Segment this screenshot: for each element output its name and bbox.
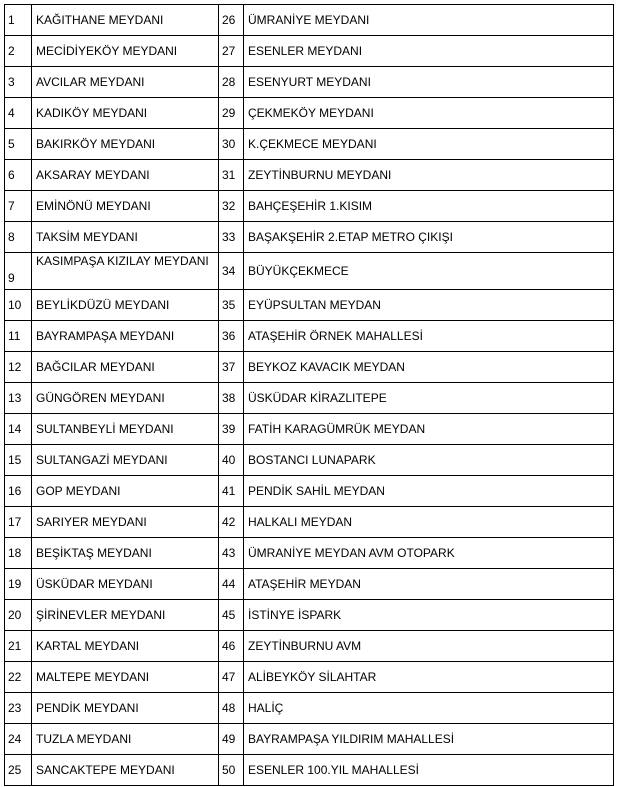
row-number-right: 47	[219, 662, 244, 693]
row-number-left: 2	[5, 36, 32, 67]
row-number-left: 17	[5, 507, 32, 538]
location-name-left: BAKIRKÖY MEYDANI	[32, 129, 219, 160]
location-name-right: ÜSKÜDAR KİRAZLITEPE	[244, 383, 614, 414]
row-number-right: 26	[219, 5, 244, 36]
row-number-left: 11	[5, 321, 32, 352]
row-number-left: 22	[5, 662, 32, 693]
row-number-left: 3	[5, 67, 32, 98]
table-row	[5, 476, 614, 507]
location-name-left: BAĞCILAR MEYDANI	[32, 352, 219, 383]
location-name-right: BOSTANCI LUNAPARK	[244, 445, 614, 476]
table-row	[5, 191, 614, 222]
location-name-right: BAYRAMPAŞA YILDIRIM MAHALLESİ	[244, 724, 614, 755]
location-name-left: SARIYER MEYDANI	[32, 507, 219, 538]
table-row	[5, 538, 614, 569]
location-name-right: ATAŞEHİR ÖRNEK MAHALLESİ	[244, 321, 614, 352]
row-number-right: 38	[219, 383, 244, 414]
row-number-right: 49	[219, 724, 244, 755]
row-number-left: 15	[5, 445, 32, 476]
table-row	[5, 631, 614, 662]
table-row	[5, 507, 614, 538]
location-name-left: MECİDİYEKÖY MEYDANI	[32, 36, 219, 67]
location-name-right: BAHÇEŞEHİR 1.KISIM	[244, 191, 614, 222]
row-number-right: 36	[219, 321, 244, 352]
row-number-right: 27	[219, 36, 244, 67]
location-name-left: BEŞİKTAŞ MEYDANI	[32, 538, 219, 569]
location-name-right: PENDİK SAHİL MEYDAN	[244, 476, 614, 507]
location-name-left: KADIKÖY MEYDANI	[32, 98, 219, 129]
locations-table	[4, 4, 614, 786]
location-name-left: TUZLA MEYDANI	[32, 724, 219, 755]
location-name-left: PENDİK MEYDANI	[32, 693, 219, 724]
table-row	[5, 445, 614, 476]
location-name-left: SULTANGAZİ MEYDANI	[32, 445, 219, 476]
row-number-right: 41	[219, 476, 244, 507]
table-row	[5, 36, 614, 67]
row-number-right: 34	[219, 253, 244, 290]
row-number-left: 12	[5, 352, 32, 383]
location-name-right: ÜMRANİYE MEYDAN AVM OTOPARK	[244, 538, 614, 569]
row-number-left: 18	[5, 538, 32, 569]
row-number-left: 1	[5, 5, 32, 36]
table-row	[5, 290, 614, 321]
row-number-left: 10	[5, 290, 32, 321]
row-number-left: 19	[5, 569, 32, 600]
row-number-right: 48	[219, 693, 244, 724]
table-body	[5, 5, 614, 786]
location-name-left: MALTEPE MEYDANI	[32, 662, 219, 693]
location-name-right: BAŞAKŞEHİR 2.ETAP METRO ÇIKIŞI	[244, 222, 614, 253]
location-name-left: ÜSKÜDAR MEYDANI	[32, 569, 219, 600]
location-name-right: ZEYTİNBURNU AVM	[244, 631, 614, 662]
table-row	[5, 755, 614, 786]
location-name-left: SANCAKTEPE MEYDANI	[32, 755, 219, 786]
table-row	[5, 414, 614, 445]
row-number-right: 31	[219, 160, 244, 191]
location-name-left: TAKSİM MEYDANI	[32, 222, 219, 253]
location-name-right: ESENLER MEYDANI	[244, 36, 614, 67]
row-number-left: 14	[5, 414, 32, 445]
row-number-right: 46	[219, 631, 244, 662]
location-name-left: BEYLİKDÜZÜ MEYDANI	[32, 290, 219, 321]
location-name-right: BÜYÜKÇEKMECE	[244, 253, 614, 290]
table-row	[5, 352, 614, 383]
location-name-right: BEYKOZ KAVACIK MEYDAN	[244, 352, 614, 383]
row-number-right: 37	[219, 352, 244, 383]
location-name-right: K.ÇEKMECE MEYDANI	[244, 129, 614, 160]
row-number-right: 32	[219, 191, 244, 222]
row-number-right: 29	[219, 98, 244, 129]
row-number-right: 43	[219, 538, 244, 569]
table-row	[5, 129, 614, 160]
table-row	[5, 253, 614, 290]
row-number-right: 50	[219, 755, 244, 786]
location-name-right: ATAŞEHİR MEYDAN	[244, 569, 614, 600]
location-name-right: İSTİNYE İSPARK	[244, 600, 614, 631]
location-name-right: HALKALI MEYDAN	[244, 507, 614, 538]
location-name-right: ALİBEYKÖY SİLAHTAR	[244, 662, 614, 693]
row-number-left: 9	[5, 253, 32, 290]
location-name-right: EYÜPSULTAN MEYDAN	[244, 290, 614, 321]
row-number-right: 39	[219, 414, 244, 445]
table-row	[5, 662, 614, 693]
row-number-left: 16	[5, 476, 32, 507]
row-number-right: 45	[219, 600, 244, 631]
row-number-right: 30	[219, 129, 244, 160]
location-name-left: GOP MEYDANI	[32, 476, 219, 507]
row-number-left: 24	[5, 724, 32, 755]
location-name-left: SULTANBEYLİ MEYDANI	[32, 414, 219, 445]
location-name-left: AKSARAY MEYDANI	[32, 160, 219, 191]
table-row	[5, 693, 614, 724]
table-row	[5, 98, 614, 129]
location-name-right: ÜMRANİYE MEYDANI	[244, 5, 614, 36]
table-row	[5, 5, 614, 36]
location-name-left: AVCILAR MEYDANI	[32, 67, 219, 98]
table-row	[5, 67, 614, 98]
table-row	[5, 600, 614, 631]
location-name-right: ZEYTİNBURNU MEYDANI	[244, 160, 614, 191]
row-number-right: 35	[219, 290, 244, 321]
location-name-right: ESENLER 100.YIL MAHALLESİ	[244, 755, 614, 786]
location-name-right: ÇEKMEKÖY MEYDANI	[244, 98, 614, 129]
row-number-left: 4	[5, 98, 32, 129]
row-number-right: 33	[219, 222, 244, 253]
location-name-left: KARTAL MEYDANI	[32, 631, 219, 662]
row-number-left: 7	[5, 191, 32, 222]
location-name-left: KASIMPAŞA KIZILAY MEYDANI	[32, 253, 219, 290]
row-number-left: 20	[5, 600, 32, 631]
row-number-right: 44	[219, 569, 244, 600]
row-number-left: 5	[5, 129, 32, 160]
location-name-left: GÜNGÖREN MEYDANI	[32, 383, 219, 414]
table-row	[5, 222, 614, 253]
row-number-left: 21	[5, 631, 32, 662]
location-name-right: FATİH KARAGÜMRÜK MEYDAN	[244, 414, 614, 445]
row-number-left: 6	[5, 160, 32, 191]
row-number-left: 13	[5, 383, 32, 414]
row-number-right: 40	[219, 445, 244, 476]
location-name-right: HALİÇ	[244, 693, 614, 724]
row-number-right: 28	[219, 67, 244, 98]
row-number-left: 8	[5, 222, 32, 253]
table-row	[5, 321, 614, 352]
table-row	[5, 569, 614, 600]
table-row	[5, 160, 614, 191]
location-name-left: EMİNÖNÜ MEYDANI	[32, 191, 219, 222]
row-number-left: 23	[5, 693, 32, 724]
location-name-left: ŞİRİNEVLER MEYDANI	[32, 600, 219, 631]
location-name-left: KAĞITHANE MEYDANI	[32, 5, 219, 36]
row-number-left: 25	[5, 755, 32, 786]
table-row	[5, 724, 614, 755]
row-number-right: 42	[219, 507, 244, 538]
location-name-left: BAYRAMPAŞA MEYDANI	[32, 321, 219, 352]
location-name-right: ESENYURT MEYDANI	[244, 67, 614, 98]
table-row	[5, 383, 614, 414]
